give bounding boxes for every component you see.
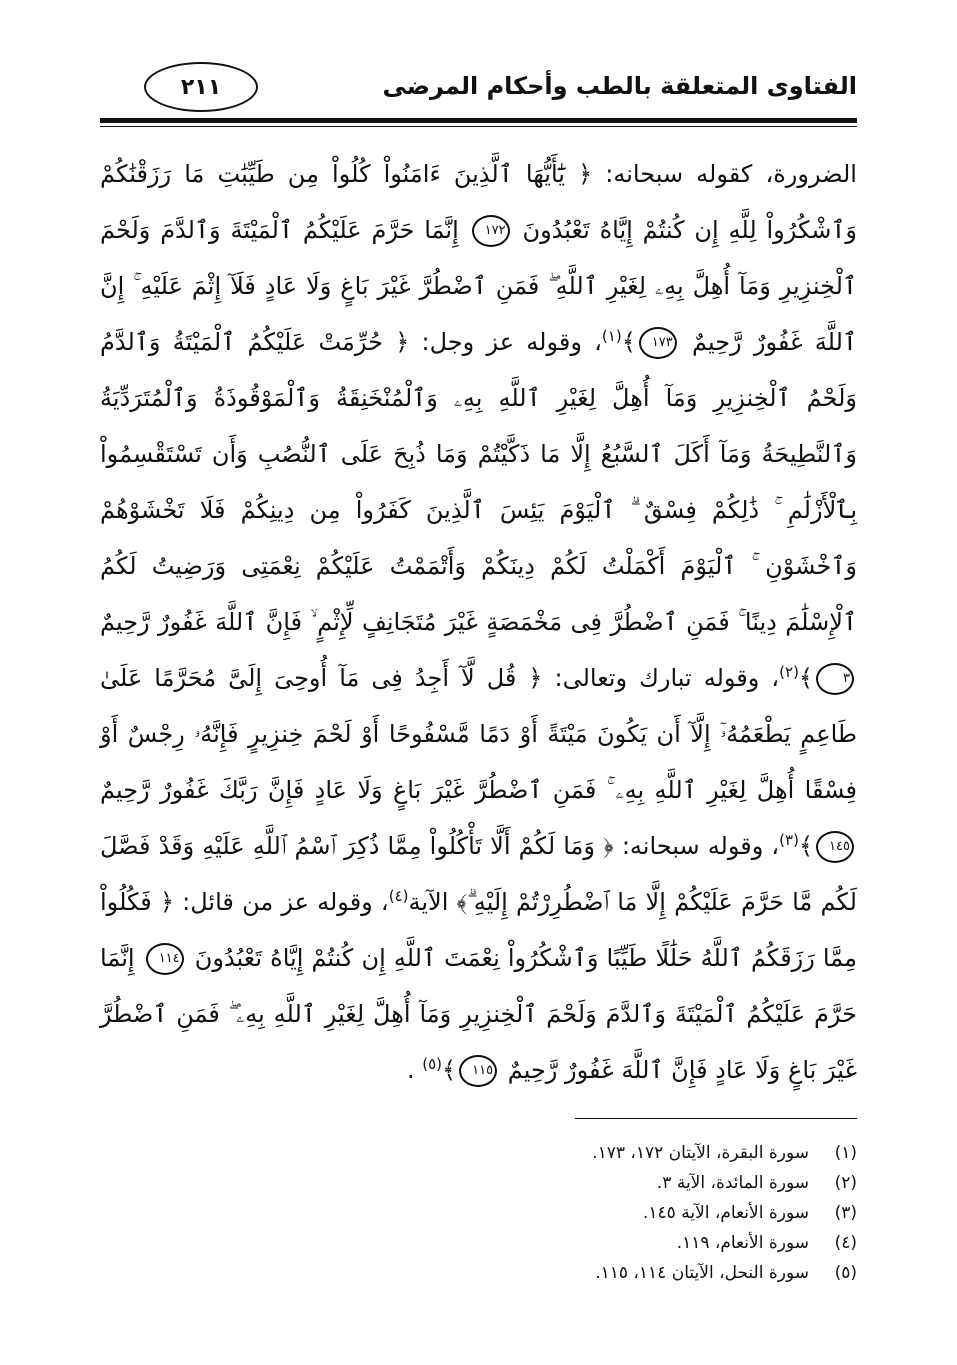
- footnote-ref: (٤): [388, 887, 409, 905]
- quran-verse: وَمَا لَكُمْ أَلَّا تَأْكُلُواْ مِمَّا ذُكِرَ ٱسْمُ ٱللَّهِ عَلَيْهِ وَقَدْ فَصَّلَ لَكُم مَّا حَرَّمَ عَلَيْكُمْ إِلَّا مَا ٱضْطُرِرْتُمْ إِلَيْهِ ۗ: [100, 832, 857, 916]
- prose: الضرورة، كقوله سبحانه:: [592, 160, 857, 188]
- prose: .: [406, 1056, 415, 1084]
- main-text: [100, 146, 857, 1098]
- quran-close-bracket: ﴾: [442, 1056, 457, 1084]
- quran-close-bracket: ﴾: [798, 832, 813, 860]
- footnote-separator: [575, 1118, 857, 1119]
- footnote-text: سورة المائدة، الآية ٣.: [656, 1173, 809, 1193]
- footnote: [357, 1228, 857, 1258]
- footnote-number: (٥): [834, 1263, 857, 1283]
- footnote-ref: (٥): [422, 1055, 443, 1073]
- verse-number-marker: ١٧٣: [639, 327, 677, 359]
- footnote: [357, 1138, 857, 1168]
- quran-close-bracket: ﴾: [456, 888, 468, 916]
- footnote-ref: (١): [601, 327, 622, 345]
- prose: ، وقوله عز من قائل:: [174, 888, 389, 916]
- footnote-text: سورة الأنعام، الآية ١٤٥.: [643, 1203, 809, 1223]
- footnote-text: سورة الأنعام، ١١٩.: [676, 1233, 809, 1253]
- quran-verse: حُرِّمَتْ عَلَيْكُمُ ٱلْمَيْتَةُ وَٱلدَّمُ وَلَحْمُ ٱلْخِنزِيرِ وَمَآ أُهِلَّ لِغَيْرِ ٱللَّهِ بِهِۦ وَٱلْمُنْخَنِقَةُ وَٱلْمَوْقُوذَةُ وَٱلْمُتَرَدِّيَةُ وَٱلنَّطِيحَةُ وَمَآ أَكَلَ ٱلسَّبُعُ إِلَّا مَا ذَكَّيْتُمْ وَمَا ذُبِحَ عَلَى ٱلنُّصُبِ وَأَن تَسْتَقْسِمُواْ بِٱلْأَزْلَٰمِ ۚ ذَٰلِكُمْ فِسْقٌ ۗ ٱلْيَوْمَ يَئِسَ ٱلَّذِينَ كَفَرُواْ مِن دِينِكُمْ فَلَا تَخْشَوْهُمْ وَٱخْشَوْنِ ۚ ٱلْيَوْمَ أَكْمَلْتُ لَكُمْ دِينَكُمْ وَأَتْمَمْتُ عَلَيْكُمْ نِعْمَتِى وَرَضِيتُ لَكُمُ ٱلْإِسْلَٰمَ دِينًا ۚ فَمَنِ ٱضْطُرَّ فِى مَخْمَصَةٍ غَيْرَ مُتَجَانِفٍ لِّإِثْمٍ ۙ فَإِنَّ ٱللَّهَ غَفُورٌ رَّحِيمٌ: [100, 328, 857, 636]
- footnote-ref: (٣): [779, 831, 799, 849]
- verse-number-marker: ١٤٥: [816, 831, 854, 863]
- quran-verse: قُل لَّآ أَجِدُ فِى مَآ أُوحِىَ إِلَىَّ مُحَرَّمًا عَلَىٰ طَاعِمٍ يَطْعَمُهُۥٓ إِلَّآ أَن يَكُونَ مَيْتَةً أَوْ دَمًا مَّسْفُوحًا أَوْ لَحْمَ خِنزِيرٍ فَإِنَّهُۥ رِجْسٌ أَوْ فِسْقًا أُهِلَّ لِغَيْرِ ٱللَّهِ بِهِۦ ۚ فَمَنِ ٱضْطُرَّ غَيْرَ بَاغٍ وَلَا عَادٍ فَإِنَّ رَبَّكَ غَفُورٌ رَّحِيمٌ: [100, 664, 857, 804]
- quran-open-bracket: ﴿: [159, 888, 174, 916]
- verse-number-marker: ٣: [816, 663, 854, 695]
- footnotes: [357, 1138, 857, 1288]
- running-title: الفتاوى المتعلقة بالطب وأحكام المرضى: [382, 72, 857, 100]
- page-header: [100, 60, 857, 120]
- verse-number-marker: ١١٥: [459, 1055, 497, 1087]
- quran-verse: إِنَّمَا حَرَّمَ عَلَيْكُمُ ٱلْمَيْتَةَ وَٱلدَّمَ وَلَحْمَ ٱلْخِنزِيرِ وَمَآ أُهِلَّ لِغَيْرِ ٱللَّهِ بِهِۦ ۖ فَمَنِ ٱضْطُرَّ غَيْرَ بَاغٍ وَلَا عَادٍ فَإِنَّ ٱللَّهَ غَفُورٌ رَّحِيمٌ: [100, 944, 857, 1084]
- prose: الآية: [408, 888, 457, 916]
- footnote-number: (٤): [834, 1233, 857, 1253]
- page-number: ٢١١: [144, 62, 258, 112]
- quran-verse: فَكُلُواْ مِمَّا رَزَقَكُمُ ٱللَّهُ حَلَٰلًا طَيِّبًا وَٱشْكُرُواْ نِعْمَتَ ٱللَّهِ إِن كُنتُمْ إِيَّاهُ تَعْبُدُونَ: [100, 888, 857, 972]
- footnote: [357, 1198, 857, 1228]
- quran-close-bracket: ﴾: [621, 328, 636, 356]
- footnote-number: (٣): [834, 1203, 857, 1223]
- footnote: [357, 1258, 857, 1288]
- quran-verse: إِنَّمَا حَرَّمَ عَلَيْكُمُ ٱلْمَيْتَةَ وَٱلدَّمَ وَلَحْمَ ٱلْخِنزِيرِ وَمَآ أُهِلَّ بِهِۦ لِغَيْرِ ٱللَّهِ ۖ فَمَنِ ٱضْطُرَّ غَيْرَ بَاغٍ وَلَا عَادٍ فَلَآ إِثْمَ عَلَيْهِ ۚ إِنَّ ٱللَّهَ غَفُورٌ رَّحِيمٌ: [100, 216, 857, 356]
- verse-number-marker: ١٧٢: [472, 215, 510, 247]
- main-paragraph: [100, 146, 857, 1098]
- header-rule-thin: [100, 126, 857, 127]
- footnote-text: سورة النحل، الآيتان ١١٤، ١١٥.: [595, 1263, 809, 1283]
- footnote-number: (١): [834, 1143, 857, 1163]
- quran-open-bracket: ﴿: [395, 328, 410, 356]
- quran-open-bracket: ﴿: [578, 160, 593, 188]
- footnote-ref: (٢): [779, 663, 799, 681]
- verse-number-marker: ١١٤: [146, 943, 184, 975]
- prose: ، وقوله تبارك وتعالى:: [542, 664, 780, 692]
- footnote-number: (٢): [834, 1173, 857, 1193]
- quran-open-bracket: ﴿: [603, 832, 614, 860]
- quran-open-bracket: ﴿: [528, 664, 543, 692]
- footnote-text: سورة البقرة، الآيتان ١٧٢، ١٧٣.: [592, 1143, 809, 1163]
- footnote: [357, 1168, 857, 1198]
- prose: ، وقوله سبحانه:: [613, 832, 780, 860]
- quran-verse: يَٰٓأَيُّهَا ٱلَّذِينَ ءَامَنُواْ كُلُواْ مِن طَيِّبَٰتِ مَا رَزَقْنَٰكُمْ وَٱشْكُرُواْ لِلَّهِ إِن كُنتُمْ إِيَّاهُ تَعْبُدُونَ: [100, 160, 857, 244]
- header-rule: [100, 118, 857, 123]
- quran-close-bracket: ﴾: [798, 664, 813, 692]
- prose: ، وقوله عز وجل:: [409, 328, 602, 356]
